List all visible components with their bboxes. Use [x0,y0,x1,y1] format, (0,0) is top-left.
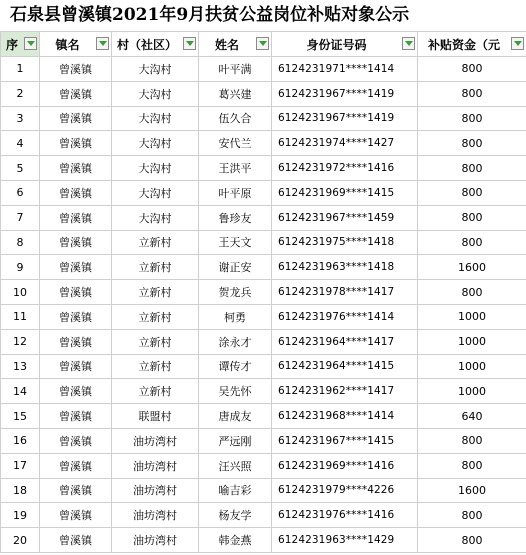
cell-amount[interactable]: 800 [418,81,526,106]
table-header-row [1,32,526,57]
cell-amount[interactable]: 1000 [418,354,526,379]
cell-village[interactable]: 立新村 [112,230,199,255]
cell-town[interactable]: 曾溪镇 [40,453,112,478]
cell-name[interactable]: 叶平满 [199,57,272,82]
cell-id[interactable]: 6124231962****1417 [272,379,418,404]
cell-name[interactable]: 喻吉彩 [199,478,272,503]
table-row[interactable] [1,131,526,156]
table-row[interactable] [1,255,526,280]
column-header-label: 补贴资金（元 [427,37,500,52]
cell-name[interactable]: 杨友学 [199,503,272,528]
cell-name[interactable]: 贺龙兵 [199,280,272,305]
chevron-down-icon [99,41,107,46]
cell-amount[interactable]: 800 [418,453,526,478]
cell-no[interactable]: 5 [1,156,40,181]
column-header-label: 序 [5,37,18,52]
cell-id[interactable]: 6124231967****1415 [272,428,418,453]
cell-no[interactable]: 6 [1,180,40,205]
cell-id[interactable]: 6124231969****1415 [272,180,418,205]
cell-id[interactable]: 6124231976****1416 [272,503,418,528]
cell-name[interactable]: 严远刚 [199,428,272,453]
cell-town[interactable]: 曾溪镇 [40,131,112,156]
cell-id[interactable]: 6124231964****1415 [272,354,418,379]
table-row[interactable] [1,354,526,379]
column-header-village [112,32,199,57]
cell-no[interactable]: 4 [1,131,40,156]
table-row[interactable] [1,329,526,354]
cell-id[interactable]: 6124231975****1418 [272,230,418,255]
cell-name[interactable]: 涂永才 [199,329,272,354]
cell-name[interactable]: 吴先怀 [199,379,272,404]
column-header-no [1,32,40,57]
cell-amount[interactable]: 800 [418,205,526,230]
table-row[interactable] [1,404,526,429]
cell-town[interactable]: 曾溪镇 [40,304,112,329]
filter-dropdown-icon[interactable] [96,37,109,50]
cell-village[interactable]: 联盟村 [112,404,199,429]
cell-id[interactable]: 6124231967****1419 [272,106,418,131]
cell-village[interactable]: 立新村 [112,280,199,305]
column-header-label: 身份证号码 [306,37,367,52]
table-row[interactable] [1,205,526,230]
cell-name[interactable]: 叶平原 [199,180,272,205]
cell-no[interactable]: 7 [1,205,40,230]
cell-town[interactable]: 曾溪镇 [40,57,112,82]
table-row[interactable] [1,379,526,404]
table-row[interactable] [1,230,526,255]
cell-town[interactable]: 曾溪镇 [40,354,112,379]
cell-no[interactable]: 1 [1,57,40,82]
cell-id[interactable]: 6124231963****1429 [272,528,418,553]
cell-amount[interactable]: 800 [418,428,526,453]
cell-amount[interactable]: 800 [418,131,526,156]
column-header-label: 姓名 [214,37,239,52]
cell-town[interactable]: 曾溪镇 [40,180,112,205]
column-header-label: 村（社区） [116,37,177,52]
cell-amount[interactable]: 800 [418,230,526,255]
cell-town[interactable]: 曾溪镇 [40,205,112,230]
cell-town[interactable]: 曾溪镇 [40,528,112,553]
cell-town[interactable]: 曾溪镇 [40,230,112,255]
chevron-down-icon [514,41,522,46]
cell-town[interactable]: 曾溪镇 [40,404,112,429]
cell-no[interactable]: 14 [1,379,40,404]
cell-village[interactable]: 立新村 [112,255,199,280]
cell-id[interactable]: 6124231969****1416 [272,453,418,478]
column-header-amount [418,32,526,57]
table-row[interactable] [1,57,526,82]
cell-village[interactable]: 油坊湾村 [112,503,199,528]
cell-amount[interactable]: 1000 [418,304,526,329]
cell-town[interactable]: 曾溪镇 [40,156,112,181]
cell-village[interactable]: 立新村 [112,379,199,404]
cell-amount[interactable]: 1000 [418,329,526,354]
subsidy-table [0,31,526,553]
chevron-down-icon [259,41,267,46]
table-row[interactable] [1,478,526,503]
column-header-id [272,32,418,57]
cell-town[interactable]: 曾溪镇 [40,428,112,453]
cell-name[interactable]: 王洪平 [199,156,272,181]
cell-village[interactable]: 立新村 [112,354,199,379]
cell-town[interactable]: 曾溪镇 [40,503,112,528]
cell-village[interactable]: 立新村 [112,329,199,354]
cell-village[interactable]: 大沟村 [112,180,199,205]
chevron-down-icon [405,41,413,46]
cell-village[interactable]: 大沟村 [112,57,199,82]
table-row[interactable] [1,428,526,453]
cell-id[interactable]: 6124231967****1419 [272,81,418,106]
cell-no[interactable]: 18 [1,478,40,503]
cell-id[interactable]: 6124231967****1459 [272,205,418,230]
cell-village[interactable]: 大沟村 [112,205,199,230]
cell-no[interactable]: 9 [1,255,40,280]
cell-town[interactable]: 曾溪镇 [40,478,112,503]
cell-id[interactable]: 6124231978****1417 [272,280,418,305]
cell-amount[interactable]: 800 [418,528,526,553]
cell-village[interactable]: 油坊湾村 [112,478,199,503]
cell-no[interactable]: 8 [1,230,40,255]
table-row[interactable] [1,106,526,131]
cell-no[interactable]: 16 [1,428,40,453]
cell-name[interactable]: 葛兴建 [199,81,272,106]
filter-dropdown-icon[interactable] [256,37,269,50]
cell-village[interactable]: 立新村 [112,304,199,329]
cell-village[interactable]: 油坊湾村 [112,428,199,453]
column-header-name [199,32,272,57]
cell-amount[interactable]: 800 [418,106,526,131]
cell-name[interactable]: 安代兰 [199,131,272,156]
cell-no[interactable]: 17 [1,453,40,478]
filter-dropdown-icon[interactable] [24,37,37,50]
cell-no[interactable]: 20 [1,528,40,553]
cell-name[interactable]: 柯勇 [199,304,272,329]
cell-village[interactable]: 大沟村 [112,106,199,131]
table-row[interactable] [1,503,526,528]
filter-dropdown-icon[interactable] [511,37,524,50]
cell-no[interactable]: 15 [1,404,40,429]
cell-amount[interactable]: 800 [418,280,526,305]
cell-id[interactable]: 6124231971****1414 [272,57,418,82]
cell-name[interactable]: 王天文 [199,230,272,255]
cell-amount[interactable]: 800 [418,57,526,82]
cell-town[interactable]: 曾溪镇 [40,280,112,305]
cell-amount[interactable]: 1000 [418,379,526,404]
cell-no[interactable]: 3 [1,106,40,131]
cell-id[interactable]: 6124231964****1417 [272,329,418,354]
cell-name[interactable]: 谭传才 [199,354,272,379]
filter-dropdown-icon[interactable] [183,37,196,50]
cell-no[interactable]: 10 [1,280,40,305]
cell-name[interactable]: 伍久合 [199,106,272,131]
cell-amount[interactable]: 800 [418,180,526,205]
column-header-label: 镇名 [55,37,80,52]
cell-village[interactable]: 大沟村 [112,156,199,181]
table-row[interactable] [1,180,526,205]
cell-amount[interactable]: 640 [418,404,526,429]
table-row[interactable] [1,81,526,106]
cell-town[interactable]: 曾溪镇 [40,329,112,354]
cell-amount[interactable]: 1600 [418,478,526,503]
cell-town[interactable]: 曾溪镇 [40,255,112,280]
table-row[interactable] [1,453,526,478]
cell-no[interactable]: 19 [1,503,40,528]
cell-name[interactable]: 鲁珍友 [199,205,272,230]
cell-no[interactable]: 13 [1,354,40,379]
cell-amount[interactable]: 1600 [418,255,526,280]
cell-amount[interactable]: 800 [418,156,526,181]
table-row[interactable] [1,280,526,305]
cell-no[interactable]: 11 [1,304,40,329]
cell-name[interactable]: 韩金燕 [199,528,272,553]
table-row[interactable] [1,304,526,329]
cell-no[interactable]: 12 [1,329,40,354]
cell-id[interactable]: 6124231976****1414 [272,304,418,329]
cell-name[interactable]: 汪兴照 [199,453,272,478]
cell-town[interactable]: 曾溪镇 [40,81,112,106]
cell-village[interactable]: 大沟村 [112,131,199,156]
cell-name[interactable]: 唐成友 [199,404,272,429]
cell-village[interactable]: 大沟村 [112,81,199,106]
cell-town[interactable]: 曾溪镇 [40,106,112,131]
cell-amount[interactable]: 800 [418,503,526,528]
cell-id[interactable]: 6124231968****1414 [272,404,418,429]
cell-village[interactable]: 油坊湾村 [112,453,199,478]
filter-dropdown-icon[interactable] [402,37,415,50]
table-row[interactable] [1,528,526,553]
cell-id[interactable]: 6124231972****1416 [272,156,418,181]
cell-village[interactable]: 油坊湾村 [112,528,199,553]
cell-name[interactable]: 谢正安 [199,255,272,280]
cell-no[interactable]: 2 [1,81,40,106]
table-row[interactable] [1,156,526,181]
cell-id[interactable]: 6124231963****1418 [272,255,418,280]
cell-town[interactable]: 曾溪镇 [40,379,112,404]
cell-id[interactable]: 6124231974****1427 [272,131,418,156]
cell-id[interactable]: 6124231979****4226 [272,478,418,503]
chevron-down-icon [186,41,194,46]
page-title: 石泉县曾溪镇2021年9月扶贫公益岗位补贴对象公示 [10,5,410,25]
chevron-down-icon [27,41,35,46]
column-header-town [40,32,112,57]
